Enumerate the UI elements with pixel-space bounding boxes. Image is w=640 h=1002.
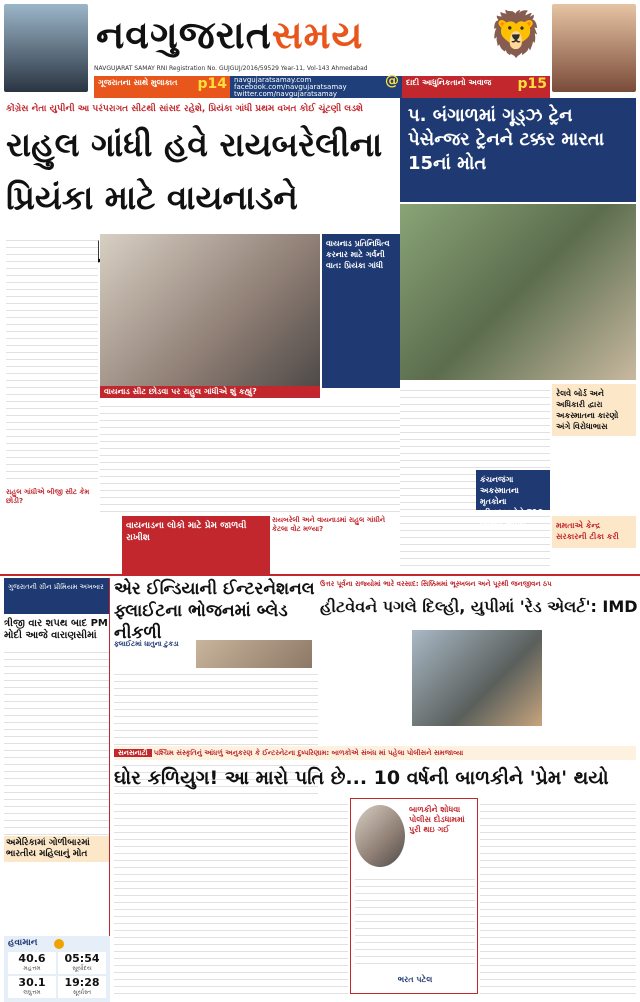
teaser-right[interactable]: દાદી આધુનિકતાનો અવાજ p15 [402,76,550,98]
registration-line: NAVGUJARAT SAMAY RNI Registration No. GUJGUJ/2016/59529 Year-11, Vol-143 Ahmedabad [94,65,368,72]
lion-icon: 🦁 [488,9,544,60]
lead-photo [100,234,320,386]
lead-left-col [6,234,98,484]
section-divider [0,574,640,576]
modi-body [4,646,109,836]
teaser-left[interactable]: ગૂજરાતના સાથે મુલાકાત p14 [94,76,230,98]
premium-badge: ગુજરાતની ગ્રીન પ્રીમિયમ અખબાર [4,578,109,614]
newspaper-logo[interactable]: નવગુજરાતસમય [96,13,364,57]
at-icon: @ [385,73,399,89]
weather-widget [4,936,110,1002]
heat-photo [412,630,542,726]
sun-icon [54,939,64,949]
lead-kicker: કોંગ્રેસ નેતા યુપીની આ પરંપરાગત સીટથી સાંસદ રહેશે, પ્રિયંકા ગાંધી પ્રથમ વખત કોઈ ચૂંટણી લડશે [6,104,363,114]
us-shooting-headline[interactable]: અમેરિકામાં ગોળીબારમાં ભારતીય મહિલાનું મોત [4,836,109,862]
weather-min: 30.1 લઘુત્તમ [8,976,56,998]
lead-sidebar-box: વાયનાડ પ્રતિનિધિત્વ કરનાર માટે ગર્વની વાત: પ્રિયંકા ગાંધી [322,234,400,388]
bottom-photo [355,805,405,867]
rail-photo [400,204,636,380]
weather-sunset: 19:28 સૂર્યાસ્ત [58,976,106,998]
rail-headline[interactable]: પ. બંગાળમાં ગૂડ્ઝ ટ્રેન પેસેન્જર ટ્રેનને ટક્કર મારતા 15નાં મોત [400,98,636,202]
rail-box-2: કંચનજંગા અકસ્માતના મૃતકોના પરિવારજનોને ₹10 લાખની સહાય [476,470,550,510]
social-links[interactable]: navgujaratsamay.com facebook.com/navgujaratsamay twitter.com/navgujaratsamay @ [230,76,402,98]
lead-body [100,400,400,512]
airindia-headline[interactable]: એર ઈન્ડિયાની ઈન્ટરનેશનલ ફ્લાઈટના ભોજનમાં બ્લેડ નીકળી [114,579,315,643]
bottom-photo-title: બાળકીને શોધવા પોલીસ દોડધામમાં પુરી થઇ ગઈ [409,805,465,834]
lead-headline[interactable]: રાહુલ ગાંધી હવે રાયબરેલીના પ્રિયંકા માટે વાયનાડને [6,125,383,217]
rail-box-3: મમતાએ કેન્દ્ર સરકારની ટીકા કરી [552,516,636,548]
bottom-byline: ભરત પટેલ [397,975,433,984]
masthead-portrait-right [552,4,636,92]
bottom-body-right [480,798,636,1000]
bottom-kicker: સનસનાટી પશ્ચિમ સંસ્કૃતિનું આંધળું અનુકરણ કે ઈન્ટરનેટના દુષ્પરિણામ: બાળકોએ સંબંધ માં પહેલા પોલીસને સમજાવ્યા [114,746,636,760]
weather-label: હવામાન [8,938,38,948]
modi-varanasi-headline[interactable]: ત્રીજી વાર શપથ બાદ PM મોદી આજે વારાણસીમાં [4,618,108,641]
bottom-photo-box [350,798,478,994]
kicker-tag: સનસનાટી [114,749,152,757]
weather-max: 40.6 મહત્તમ [8,952,56,974]
masthead-portrait-left [4,4,88,92]
heat-kicker: ઉત્તર પૂર્વના રાજ્યોમાં ભારે વરસાદ: સિક્કિમમાં ભૂસ્ખલન અને પૂરથી જનજીવન ઠપ [320,580,552,588]
airindia-subhead: ફ્લાઈટમાં ધાતુના ટુકડા [114,640,179,648]
bottom-photo-body [355,873,475,969]
bottom-body-left [114,798,348,1000]
lead-subhead-2: રાયબરેલી અને વાયનાડમાં રાહુલ ગાંધીને કેટલા વોટ મળ્યા? [272,516,386,533]
lead-photo-caption: વાયનાડ સીટ છોડવા પર રાહુલ ગાંધીએ શું કહ્યું? [100,386,320,398]
bottom-headline[interactable]: ઘોર કળિયુગ! આ મારો પતિ છે... 10 વર્ષની બાળકીને 'પ્રેમ' થયો [114,767,609,789]
lead-subhead-1: રાહુલ ગાંધીએ બીજી સીટ કેમ છોડી? [6,488,90,505]
weather-sunrise: 05:54 સૂર્યોદય [58,952,106,974]
rail-box-1: રેલવે બોર્ડ અને અધિકારી દ્વારા અકસ્માતના કારણો અંગે વિરોધાભાસ [552,384,636,436]
heat-headline[interactable]: હીટવેવને પગલે દિલ્હી, યુપીમાં 'રેડ એલર્ટ': IMD [320,597,638,616]
lead-quote-box: વાયનાડના લોકો માટે પ્રેમ જાળવી રાખીશ [122,516,270,574]
